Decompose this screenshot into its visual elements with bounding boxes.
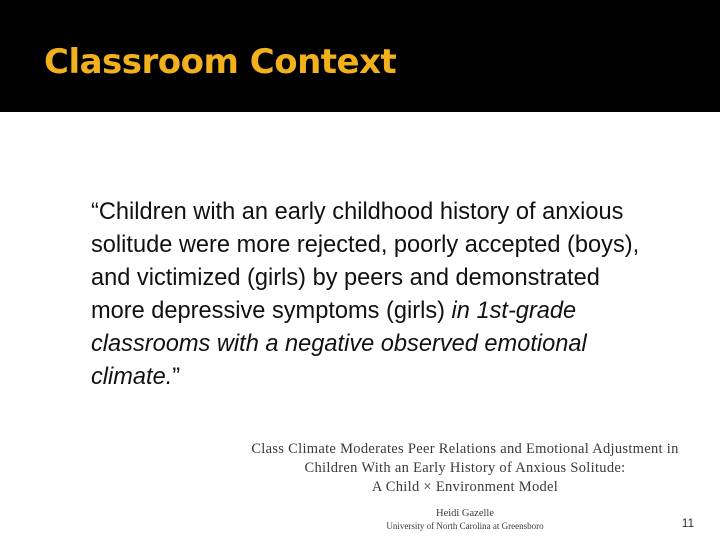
- citation-line-1: Class Climate Moderates Peer Relations and Emotional Adjustment in: [251, 441, 679, 457]
- citation-line-2: Children With an Early History of Anxious Solitude:: [304, 460, 626, 476]
- quote-block: [91, 196, 651, 394]
- citation-author: [380, 508, 550, 532]
- quote-text: “Children with an early childhood history of anxious solitude were more rejected, poorly accepted (boys), and victimized (girls) by peers and demonstrated more depressive symptoms (girls): [91, 199, 640, 324]
- quote-italic-text: in 1st-grade classrooms with a negative observed emotional climate.: [91, 298, 587, 390]
- title-bar: [0, 0, 720, 112]
- citation-line-3: A Child × Environment Model: [371, 479, 559, 495]
- quote-closing-mark: ”: [172, 364, 181, 390]
- author-name: Heidi Gazelle: [435, 508, 494, 519]
- page-number: 11: [681, 516, 695, 530]
- slide-title: Classroom Context: [44, 42, 397, 82]
- author-affiliation: University of North Carolina at Greensboro: [386, 521, 544, 531]
- citation-title: [220, 440, 710, 497]
